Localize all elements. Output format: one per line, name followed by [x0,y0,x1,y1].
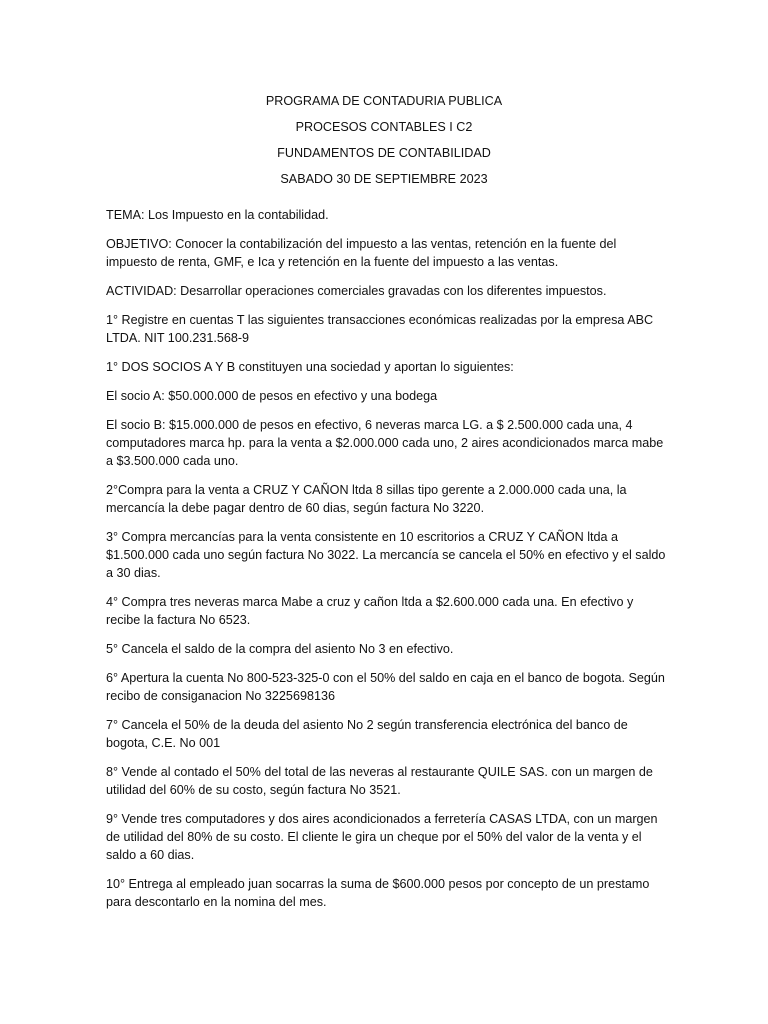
transaction-7: 7° Cancela el 50% de la deuda del asiento No 2 según transferencia electrónica del banco de bogota, C.E. No 001 [106,718,628,750]
program-title: PROGRAMA DE CONTADURIA PUBLICA [265,94,503,108]
document-header [0,93,768,187]
objective-paragraph: OBJETIVO: Conocer la contabilización del impuesto a las ventas, retención en la fuente del impuesto de renta, GMF, e Ica y retención en la fuente del impuesto a las ventas. [106,237,617,269]
transaction-3: 3° Compra mercancías para la venta consistente en 10 escritorios a CRUZ Y CAÑON ltda a $1.500.000 cada uno según factura No 3022. La mercancía se cancela el 50% en efectivo y el saldo a 30 dias. [106,530,666,580]
transaction-2: 2°Compra para la venta a CRUZ Y CAÑON ltda 8 sillas tipo gerente a 2.000.000 cada una, la mercancía la debe pagar dentro de 60 dias, según factura No 3220. [106,483,627,515]
transaction-4: 4° Compra tres neveras marca Mabe a cruz y cañon ltda a $2.600.000 cada una. En efectivo y recibe la factura No 6523. [106,595,634,627]
activity-paragraph: ACTIVIDAD: Desarrollar operaciones comerciales gravadas con los diferentes impuestos. [106,284,607,298]
document-date: SABADO 30 DE SEPTIEMBRE 2023 [280,172,488,186]
topic-paragraph: TEMA: Los Impuesto en la contabilidad. [106,208,329,222]
transaction-6: 6° Apertura la cuenta No 800-523-325-0 con el 50% del saldo en caja en el banco de bogota. Según recibo de consiganacion No 3225698136 [106,671,665,703]
partner-a-paragraph: El socio A: $50.000.000 de pesos en efectivo y una bodega [106,389,438,403]
transaction-5: 5° Cancela el saldo de la compra del asiento No 3 en efectivo. [106,642,454,656]
transaction-10: 10° Entrega al empleado juan socarras la suma de $600.000 pesos por concepto de un prestamo para descontarlo en la nomina del mes. [106,877,650,909]
transaction-1-intro: 1° DOS SOCIOS A Y B constituyen una sociedad y aportan lo siguientes: [106,360,514,374]
partner-b-paragraph: El socio B: $15.000.000 de pesos en efectivo, 6 neveras marca LG. a $ 2.500.000 cada una, 4 computadores marca hp. para la venta a $2.000.000 cada uno, 2 aires acondicionados marca mabe a $3.500.000 cada uno. [106,418,664,468]
document-body [106,206,666,922]
instruction-paragraph: 1° Registre en cuentas T las siguientes transacciones económicas realizadas por la empresa ABC LTDA. NIT 100.231.568-9 [106,313,654,345]
course-title: PROCESOS CONTABLES I C2 [295,120,473,134]
transaction-8: 8° Vende al contado el 50% del total de las neveras al restaurante QUILE SAS. con un margen de utilidad del 60% de su costo, según factura No 3521. [106,765,653,797]
transaction-9: 9° Vende tres computadores y dos aires acondicionados a ferretería CASAS LTDA, con un margen de utilidad del 80% de su costo. El cliente le gira un cheque por el 50% del valor de la venta y el saldo a 60 dias. [106,812,658,862]
subject-title: FUNDAMENTOS DE CONTABILIDAD [277,146,491,160]
